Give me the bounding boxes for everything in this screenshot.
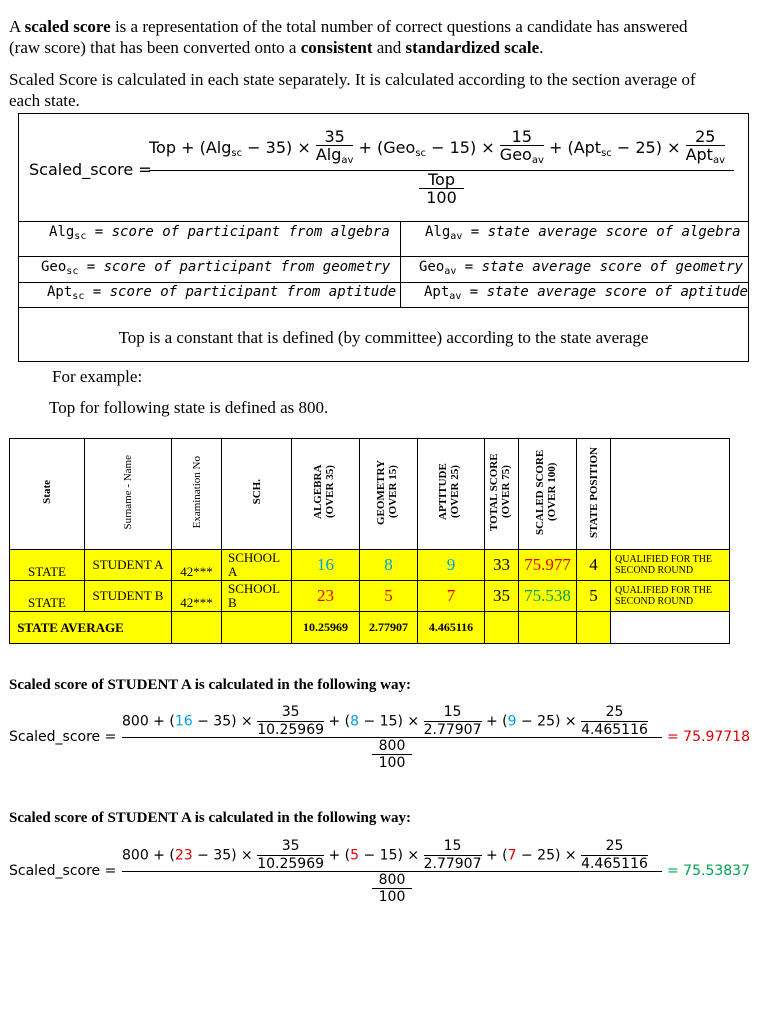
formula-denominator [419,171,464,206]
frac-num: 25 [581,838,648,856]
def-rhs: = state average score of geometry [456,259,743,275]
frac-num: 35 [257,838,324,856]
divider [19,307,748,308]
def-apt-av [424,284,748,302]
header-label: Examination No [190,455,203,529]
formula-numerator [149,128,744,169]
cell-empty [577,612,611,644]
cell-empty [222,612,292,644]
frac-den: 10.25969 [257,856,325,872]
def-rhs: = state average score of aptitude [461,284,748,300]
calc-term: + ( [328,847,351,864]
calc-term: − 15) × [359,847,420,864]
header-cell [577,439,611,550]
formula-term: − 25) × [611,138,681,157]
header-cell [172,439,222,550]
header-cell [292,439,360,550]
def-sub: sc [66,266,79,277]
cell-geometry: 8 [360,550,418,581]
den-num: 800 [372,872,412,889]
intro-term: standardized scale [405,38,540,57]
calc-a-lhs: Scaled_score = [9,729,117,745]
calc-a-result: = 75.97718 [667,729,750,745]
frac-num: 15 [424,704,482,722]
table-row [10,550,730,581]
def-geo-av [419,259,743,277]
cell-scaled: 75.977 [519,550,577,581]
frac-num: 35 [316,128,354,146]
frac-den [686,146,725,169]
header-cell [85,439,172,550]
def-rhs: = score of participant from algebra [86,224,390,240]
calc-fraction [424,838,482,873]
frac-den [500,146,544,169]
cell-note: QUALIFIED FOR THE SECOND ROUND [611,550,730,581]
formula-sub: sc [415,148,427,159]
cell-exam: 42*** [172,550,222,581]
divider [19,221,748,222]
calc-a-numerator [122,704,648,739]
frac-den-text: Geo [499,145,532,164]
def-lhs: Geo [419,259,445,275]
score-table [9,438,730,644]
formula-box [18,113,749,362]
formula-term: − 35) × [242,138,311,157]
intro-text: and [372,38,406,57]
frac-num: 35 [257,704,324,722]
fraction-35-alg [316,128,354,169]
den-top: Top [419,171,464,189]
header-label: GEOMETRY (OVER 15) [374,459,399,525]
calc-geo-value: 5 [350,847,360,864]
def-sub: av [444,266,457,277]
cell-empty [485,612,519,644]
calc-term: + ( [485,713,508,730]
fraction-15-geo [500,128,544,169]
calc-term: 800 + ( [122,847,175,864]
frac-den: 2.77907 [423,722,482,738]
cell-school: SCHOOL A [222,550,292,581]
cell-avg-geometry: 2.77907 [360,612,418,644]
calc-term: 800 + ( [122,713,175,730]
header-cell [10,439,85,550]
cell-aptitude: 9 [418,550,485,581]
frac-den: 4.465116 [581,856,648,872]
formula-sub: sc [601,148,612,159]
def-rhs: = score of participant from aptitude [84,284,397,300]
calc-term: + ( [328,713,351,730]
intro-paragraph-1 [9,16,759,58]
cell-total: 33 [485,550,519,581]
intro-text: (raw score) that has been converted onto a [9,38,301,57]
formula-term: Top + (Alg [149,138,232,157]
cell-algebra: 23 [292,581,360,612]
example-label: For example: [52,367,143,386]
calc-b-result: = 75.53837 [667,863,750,879]
def-lhs: Alg [49,224,75,240]
header-cell [418,439,485,550]
cell-empty [611,612,730,644]
formula-sub: sc [231,148,243,159]
divider [19,256,748,257]
calc-term: − 35) × [192,713,253,730]
intro-term: consistent [300,38,373,57]
def-sub: sc [72,291,85,302]
divider [400,221,401,307]
divider [19,282,748,283]
header-cell [222,439,292,550]
header-label: SCH. [250,479,263,505]
cell-geometry: 5 [360,581,418,612]
frac-num: 15 [424,838,482,856]
cell-avg-aptitude: 4.465116 [418,612,485,644]
cell-total: 35 [485,581,519,612]
cell-school: SCHOOL B [222,581,292,612]
frac-den: 2.77907 [423,856,482,872]
den-100: 100 [426,188,457,207]
calc-term: − 25) × [516,713,577,730]
cell-empty [519,612,577,644]
den-den: 100 [378,889,406,905]
calc-fraction [257,704,324,739]
frac-num: 15 [500,128,544,146]
def-apt-sc [47,284,396,302]
frac-den: 10.25969 [257,722,325,738]
calc-fraction [581,704,648,739]
def-lhs: Apt [424,284,450,300]
def-alg-av [425,224,741,242]
calc-b-heading: Scaled score of STUDENT A is calculated in the following way: [9,810,411,826]
calc-geo-value: 8 [350,713,360,730]
cell-state: STATE [10,550,85,581]
cell-position: 5 [577,581,611,612]
header-cell [519,439,577,550]
header-cell-empty [611,439,730,550]
formula-note: Top is a constant that is defined (by committee) according to the state average [118,328,649,347]
header-label: ALGEBRA (OVER 35) [311,464,336,520]
calc-b-lhs: Scaled_score = [9,863,117,879]
cell-average-label: STATE AVERAGE [10,612,172,644]
header-label: SCALED SCORE (OVER 100) [533,449,558,535]
cell-name: STUDENT B [85,581,172,612]
header-cell [360,439,418,550]
intro-text: each state. [9,91,80,110]
cell-aptitude: 7 [418,581,485,612]
calc-apt-value: 9 [507,713,517,730]
cell-empty [172,612,222,644]
calc-term: − 25) × [516,847,577,864]
formula-sub: av [712,155,725,166]
header-label: Surname - Name [122,454,134,530]
den-num: 800 [372,738,412,755]
header-label: TOTAL SCORE (OVER 75) [487,453,512,531]
table-header-row [10,439,730,550]
cell-algebra: 16 [292,550,360,581]
cell-avg-algebra: 10.25969 [292,612,360,644]
frac-num: 25 [581,704,648,722]
formula-term: + (Geo [358,138,416,157]
def-lhs: Geo [41,259,67,275]
calc-term: + ( [485,847,508,864]
intro-paragraph-2 [9,69,759,111]
frac-den: 4.465116 [581,722,648,738]
frac-den [316,146,354,169]
cell-name: STUDENT A [85,550,172,581]
calc-alg-value: 23 [174,847,193,864]
header-label: STATE POSITION [587,446,600,538]
cell-position: 4 [577,550,611,581]
calc-fraction [581,838,648,873]
frac-num: 25 [686,128,725,146]
def-sub: av [449,291,462,302]
table-row [10,581,730,612]
formula-lhs: Scaled_score = [29,160,152,179]
intro-term: scaled score [24,17,111,36]
cell-note: QUALIFIED FOR THE SECOND ROUND [611,581,730,612]
calc-apt-value: 7 [507,847,517,864]
calc-term: − 35) × [192,847,253,864]
formula-term: + (Apt [548,138,602,157]
calc-fraction [424,704,482,739]
def-alg-sc [49,224,390,242]
calc-a-heading: Scaled score of STUDENT A is calculated in the following way: [9,677,411,693]
frac-den-text: Alg [315,145,342,164]
table-average-row [10,612,730,644]
intro-text: is a representation of the total number of correct questions a candidate has answered [110,17,688,36]
calc-term: − 15) × [359,713,420,730]
frac-den-text: Apt [685,145,713,164]
header-cell [485,439,519,550]
cell-scaled: 75.538 [519,581,577,612]
header-label: State [41,480,53,504]
calc-fraction [257,838,324,873]
cell-exam: 42*** [172,581,222,612]
formula-term: − 15) × [426,138,495,157]
formula-sub: av [341,155,354,166]
formula-sub: av [531,155,544,166]
def-lhs: Alg [425,224,451,240]
def-rhs: = state average score of algebra [462,224,741,240]
calc-b-numerator [122,838,648,873]
cell-state: STATE [10,581,85,612]
den-den: 100 [378,755,406,771]
intro-text: Scaled Score is calculated in each state separately. It is calculated according to the section average of [9,70,696,89]
header-label: APTITUDE (OVER 25) [437,463,461,521]
intro-text: A [9,17,25,36]
example-top-definition: Top for following state is defined as 800. [49,398,329,417]
calc-b-denominator [372,872,412,905]
calc-alg-value: 16 [174,713,193,730]
intro-text: . [539,38,544,57]
fraction-25-apt [686,128,725,169]
def-sub: sc [74,231,87,242]
def-lhs: Apt [47,284,73,300]
calc-a-denominator [372,738,412,771]
def-sub: av [450,231,463,242]
def-rhs: = score of participant from geometry [78,259,391,275]
def-geo-sc [41,259,390,277]
